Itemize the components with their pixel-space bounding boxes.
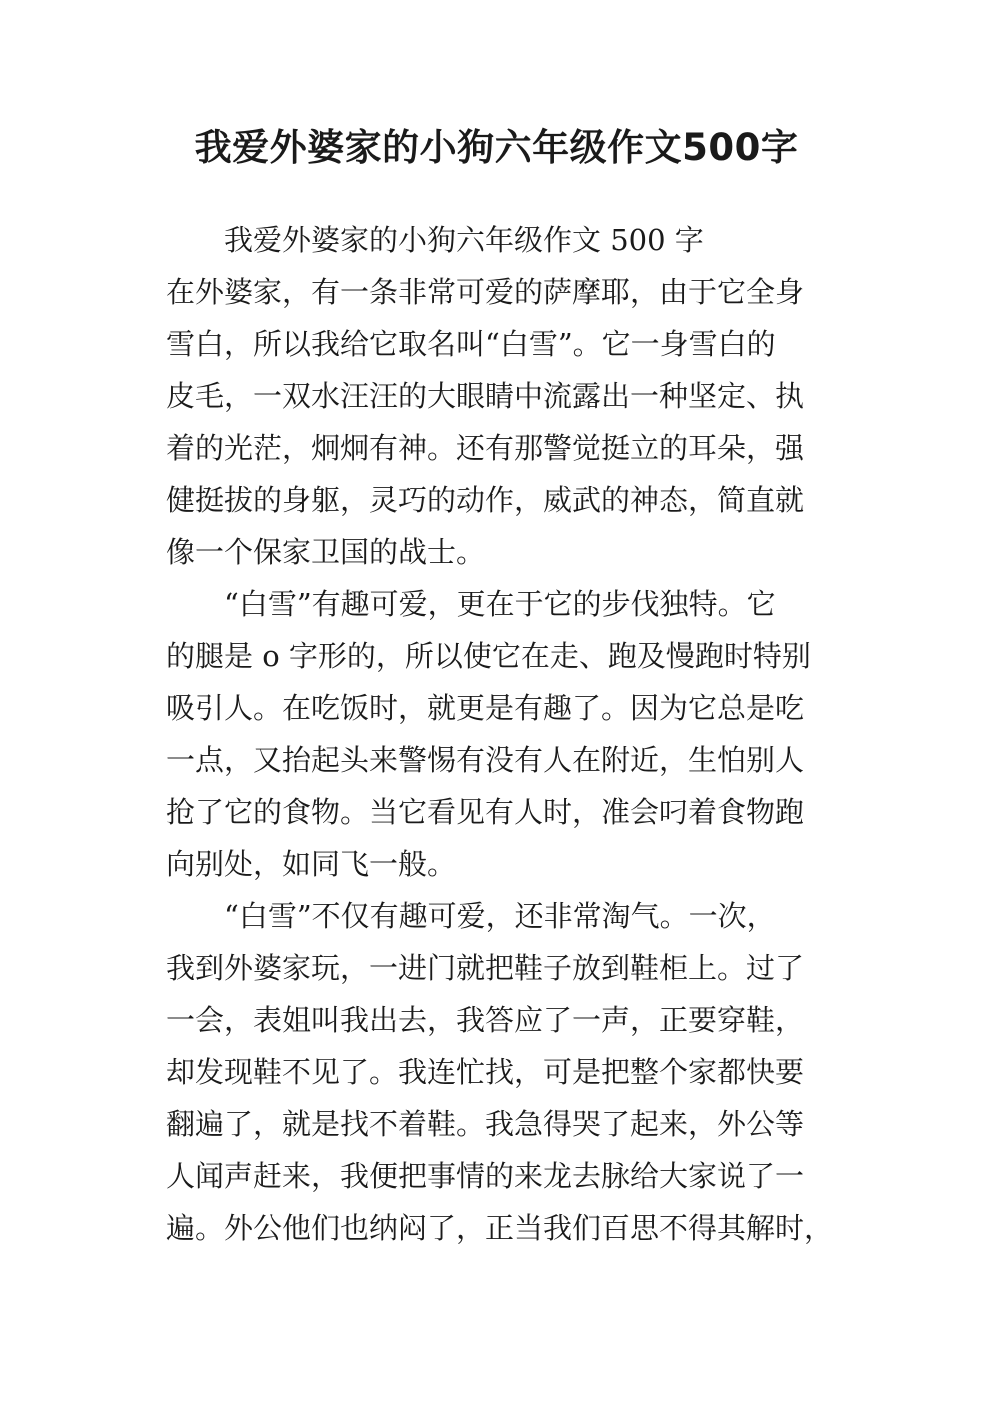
- page-title: 我爱外婆家的小狗六年级作文500字: [194, 126, 799, 169]
- text-line: 向别处，如同飞一般。: [166, 847, 457, 881]
- text-line: 雪白，所以我给它取名叫“白雪”。它一身雪白的: [166, 327, 776, 361]
- text-line: 一会，表姐叫我出去，我答应了一声，正要穿鞋，: [166, 1003, 805, 1037]
- text-line: 遍。外公他们也纳闷了，正当我们百思不得其解时，: [166, 1211, 834, 1245]
- text-line: 却发现鞋不见了。我连忙找，可是把整个家都快要: [166, 1055, 805, 1089]
- text-line: 翻遍了，就是找不着鞋。我急得哭了起来，外公等: [166, 1107, 805, 1141]
- document-body: [166, 214, 866, 1254]
- paragraph-start-line: “白雪”有趣可爱，更在于它的步伐独特。它: [224, 587, 776, 621]
- text-line: 着的光茫，炯炯有神。还有那警觉挺立的耳朵，强: [166, 431, 805, 465]
- paragraph-start-line: “白雪”不仅有趣可爱，还非常淘气。一次，: [224, 899, 776, 933]
- text-line: 在外婆家，有一条非常可爱的萨摩耶，由于它全身: [166, 275, 805, 309]
- text-line: 像一个保家卫国的战士。: [166, 535, 486, 569]
- text-line: 健挺拔的身躯，灵巧的动作，威武的神态，简直就: [166, 483, 805, 517]
- text-line: 皮毛，一双水汪汪的大眼睛中流露出一种坚定、执: [166, 379, 805, 413]
- text-line: 抢了它的食物。当它看见有人时，准会叼着食物跑: [166, 795, 805, 829]
- text-line: 的腿是 o 字形的，所以使它在走、跑及慢跑时特别: [166, 639, 811, 673]
- subtitle-line: 我爱外婆家的小狗六年级作文 500 字: [224, 223, 704, 257]
- text-line: 我到外婆家玩，一进门就把鞋子放到鞋柜上。过了: [166, 951, 805, 985]
- text-line: 人闻声赶来，我便把事情的来龙去脉给大家说了一: [166, 1159, 805, 1193]
- text-line: 吸引人。在吃饭时，就更是有趣了。因为它总是吃: [166, 691, 805, 725]
- text-line: 一点，又抬起头来警惕有没有人在附近，生怕别人: [166, 743, 805, 777]
